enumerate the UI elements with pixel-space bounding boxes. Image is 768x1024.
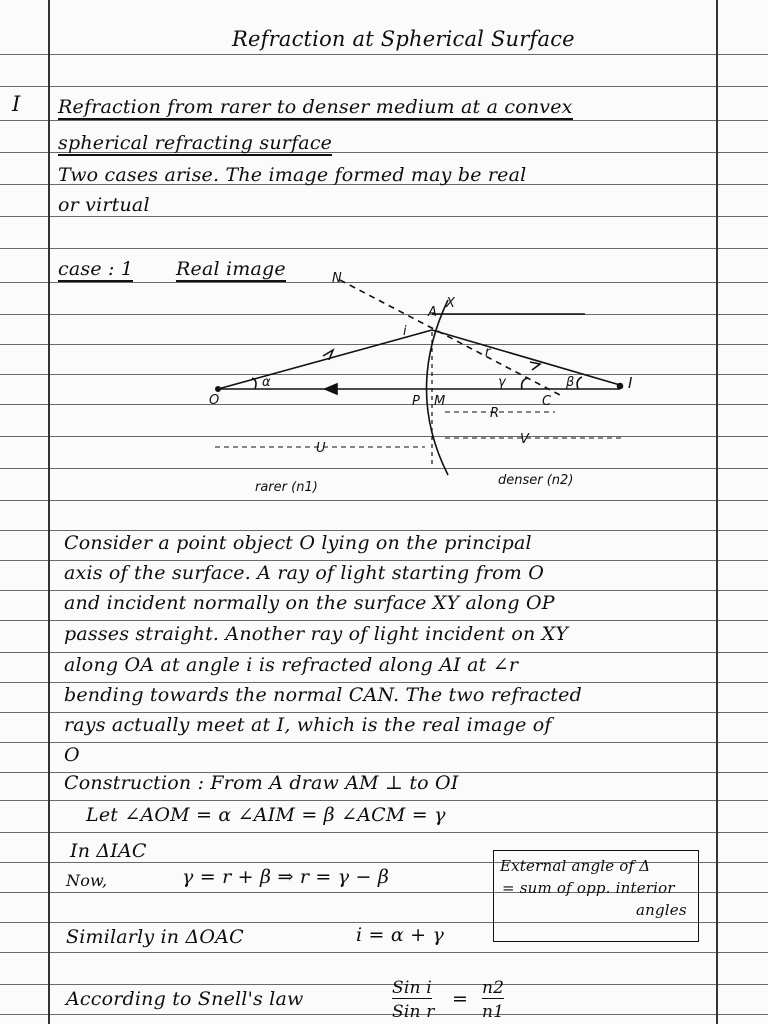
paragraph-line-1: Consider a point object O lying on the principal (64, 532, 532, 554)
note-box (493, 850, 699, 942)
snell-equals: = (452, 988, 469, 1010)
arrow-refracted (530, 362, 540, 370)
equation-2: i = α + γ (356, 924, 445, 946)
arrow-axis (325, 384, 337, 394)
similarly-line: Similarly in ΔOAC (66, 926, 244, 948)
label-r: r (485, 345, 491, 360)
point-o (216, 387, 220, 391)
arc-gamma (522, 378, 528, 389)
now-label: Now, (66, 871, 108, 890)
label-i: i (403, 324, 407, 339)
label-n: N (332, 271, 342, 286)
let-angles-line: Let ∠AOM = α ∠AIM = β ∠ACM = γ (86, 804, 446, 826)
label-alpha: α (262, 375, 271, 390)
note-box-line3: angles (636, 901, 687, 919)
incident-ray (218, 330, 432, 389)
intro-line2: or virtual (58, 194, 150, 216)
case-title: Real image (176, 258, 286, 280)
label-a: A (428, 305, 437, 320)
index-denominator: n1 (482, 1002, 505, 1022)
snell-denominator: Sin r (392, 1002, 435, 1022)
label-c: C (542, 394, 552, 409)
label-m: M (434, 394, 446, 409)
index-numerator: n2 (482, 978, 505, 998)
intro-line1: Two cases arise. The image formed may be real (58, 164, 527, 186)
label-radius: R (490, 406, 500, 421)
label-denser: denser (n2) (498, 473, 574, 488)
paragraph-line-4: passes straight. Another ray of light incident on XY (64, 623, 569, 645)
paragraph-line-3: and incident normally on the surface XY along OP (64, 592, 555, 614)
in-triangle-line: In ΔIAC (70, 840, 147, 862)
label-rarer: rarer (n1) (255, 480, 318, 495)
section-heading-line1: Refraction from rarer to denser medium at a convex (58, 96, 573, 118)
construction-line: Construction : From A draw AM ⊥ to OI (64, 772, 459, 794)
note-box-line1: External angle of Δ (500, 857, 651, 875)
note-box-line2: = sum of opp. interior (502, 879, 675, 897)
point-i (618, 384, 623, 389)
label-beta: β (566, 375, 575, 390)
page-title: Refraction at Spherical Surface (232, 27, 575, 51)
label-x: X (446, 296, 455, 311)
label-u: U (316, 441, 326, 456)
section-heading-line2: spherical refracting surface (58, 132, 333, 154)
paragraph-line-7: rays actually meet at I, which is the real image of (64, 714, 552, 736)
paragraph-line-2: axis of the surface. A ray of light starting from O (64, 562, 544, 584)
label-gamma: γ (498, 375, 506, 390)
section-number: I (12, 92, 21, 116)
label-p: P (412, 394, 420, 409)
equation-1: γ = r + β ⇒ r = γ − β (182, 866, 390, 888)
case-label: case : 1 (58, 258, 134, 280)
paragraph-line-8: O (64, 744, 80, 766)
paragraph-line-6: bending towards the normal CAN. The two refracted (64, 684, 582, 706)
label-v: V (520, 432, 529, 447)
label-o: O (209, 393, 220, 408)
label-image-i: I (628, 374, 633, 392)
arc-beta (577, 377, 582, 389)
paragraph-line-5: along OA at angle i is refracted along AI at ∠r (64, 654, 519, 676)
snell-law-line: According to Snell's law (66, 988, 304, 1010)
snell-numerator: Sin i (392, 978, 432, 998)
